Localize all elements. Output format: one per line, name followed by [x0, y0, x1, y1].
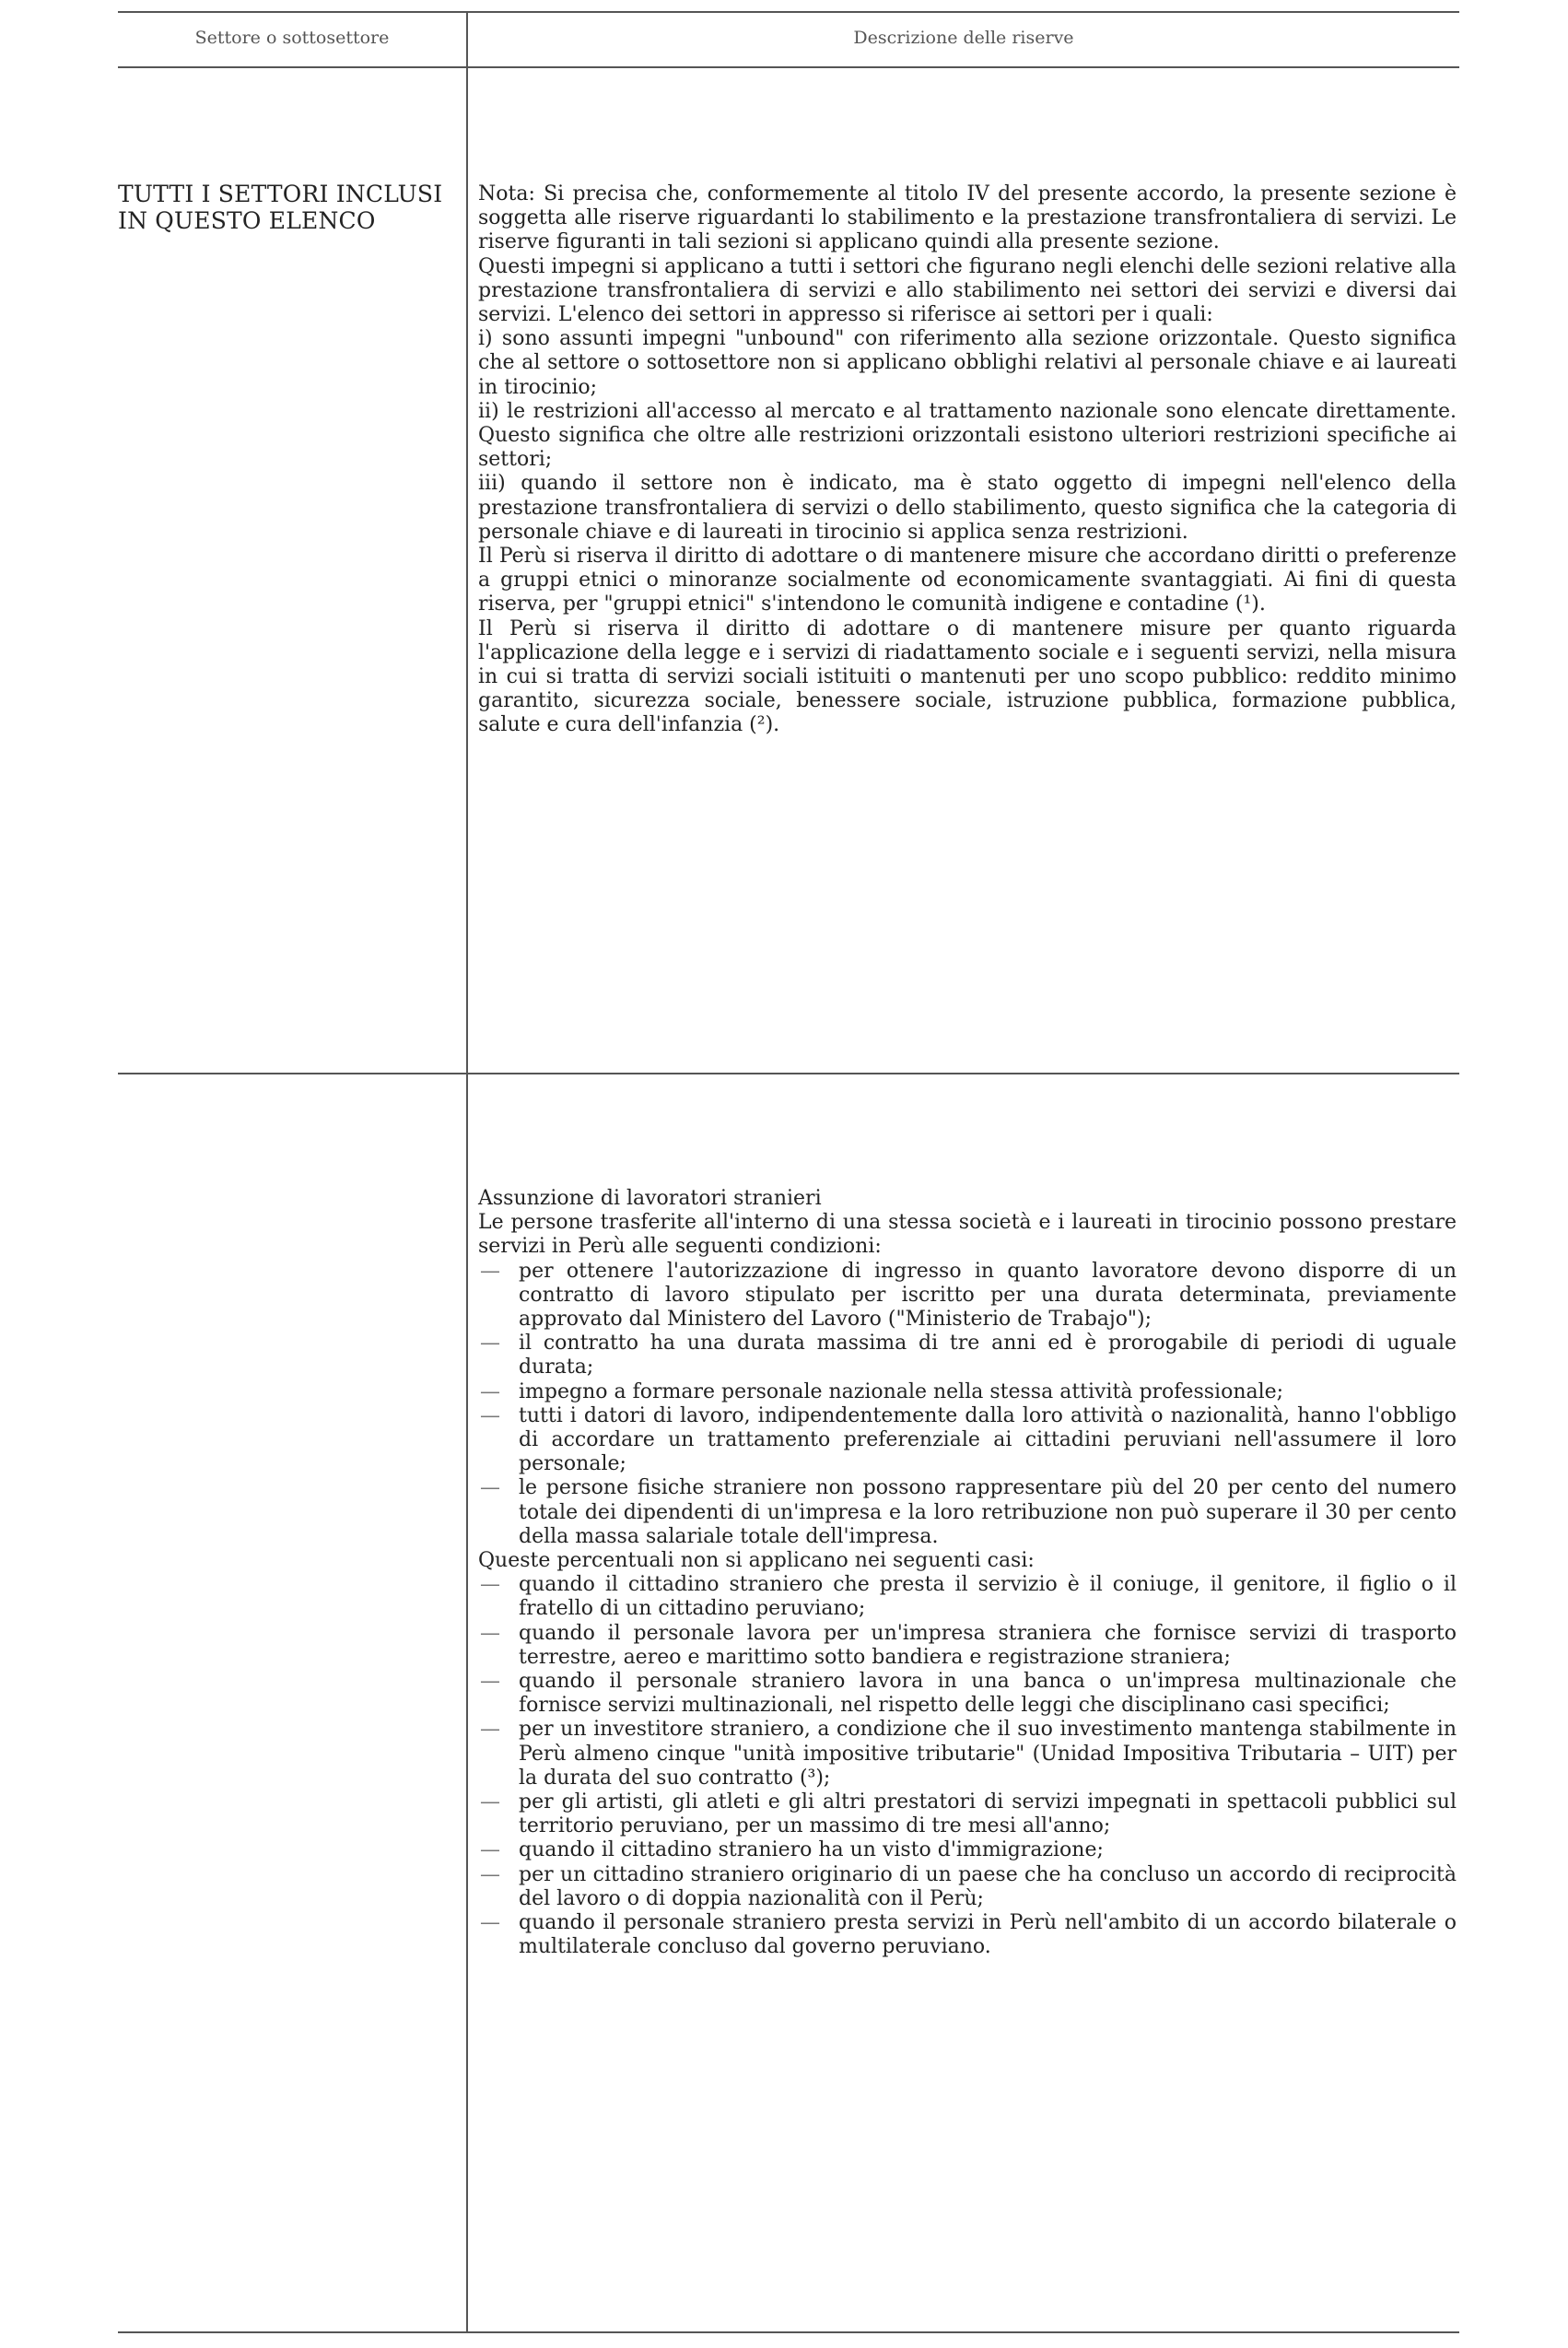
dash-marker: — — [480, 1838, 500, 1862]
intro-paragraph: Le persone trasferite all'interno di una stessa società e i laureati in tirocinio possono prestare servizi in Perù alle seguenti condizioni: — [478, 1211, 1457, 1259]
dash-marker: — — [480, 1718, 500, 1742]
dash-marker: — — [480, 1862, 500, 1886]
exception-item — [478, 1838, 1457, 1862]
dash-marker: — — [480, 1573, 500, 1597]
item-i: i) sono assunti impegni "unbound" con riferimento alla sezione orizzontale. Questo significa che al settore o sottosettore non si applicano obblighi relativi al personale chiave e ai laureati in tirocinio; — [478, 327, 1457, 399]
dash-marker: — — [480, 1379, 500, 1403]
condition-text: il contratto ha una durata massima di tre anni ed è prorogabile di periodi di uguale durata; — [519, 1332, 1457, 1379]
dash-marker: — — [480, 1332, 500, 1356]
exception-item — [478, 1573, 1457, 1621]
exception-text: quando il personale straniero lavora in una banca o un'impresa multinazionale che fornisce servizi multinazionali, nel rispetto delle leggi che disciplinano casi specifici; — [519, 1670, 1457, 1718]
dash-marker: — — [480, 1403, 500, 1427]
condition-item — [478, 1476, 1457, 1549]
dash-marker: — — [480, 1790, 500, 1814]
note-paragraph: Nota: Si precisa che, conformemente al titolo IV del presente accordo, la presente sezione è soggetta alle riserve riguardanti lo stabilimento e la prestazione transfrontaliera di servizi. Le riserve figuranti in tali sezioni si applicano quindi alla presente sezione. — [478, 182, 1457, 254]
table-bottom-rule — [118, 2331, 1459, 2333]
exception-text: per gli artisti, gli atleti e gli altri prestatori di servizi impegnati in spettacoli pubblici sul territorio peruviano, per un massimo di tre mesi all'anno; — [519, 1790, 1457, 1838]
condition-text: le persone fisiche straniere non possono rappresentare più del 20 per cento del numero totale dei dipendenti di un'impresa e la loro retribuzione non può superare il 30 per cento della massa salariale totale dell'impresa. — [519, 1476, 1457, 1548]
condition-text: per ottenere l'autorizzazione di ingresso in quanto lavoratore devono disporre di un contratto di lavoro stipulato per iscritto per una durata determinata, previamente approvato dal Ministero del Lavoro ("Ministerio de Trabajo"); — [519, 1259, 1457, 1332]
description-cell-row1 — [478, 182, 1457, 738]
exception-text: quando il personale lavora per un'impresa straniera che fornisce servizi di trasporto terrestre, aereo e marittimo sotto bandiera e registrazione straniera; — [519, 1621, 1457, 1669]
dash-marker: — — [480, 1911, 500, 1935]
dash-marker: — — [480, 1670, 500, 1694]
exception-text: per un cittadino straniero originario di un paese che ha concluso un accordo di reciprocità del lavoro o di doppia nazionalità con il Perù; — [519, 1862, 1457, 1910]
commitments-paragraph: Questi impegni si applicano a tutti i settori che figurano negli elenchi delle sezioni relative alla prestazione transfrontaliera di servizi e allo stabilimento nei settori dei servizi e diversi dai servizi. L'elenco dei settori in appresso si riferisce ai settori per i quali: — [478, 254, 1457, 327]
exception-item — [478, 1718, 1457, 1790]
condition-item — [478, 1260, 1457, 1332]
section-heading: Assunzione di lavoratori stranieri — [478, 1187, 822, 1210]
description-cell-row2 — [478, 1187, 1457, 1960]
condition-text: impegno a formare personale nazionale nella stessa attività professionale; — [519, 1379, 1284, 1403]
exception-item — [478, 1622, 1457, 1670]
exception-item — [478, 1911, 1457, 1959]
column-divider — [466, 11, 468, 2333]
header-description-column: Descrizione delle riserve — [853, 28, 1074, 48]
row-separator-rule — [118, 1073, 1459, 1074]
exception-text: quando il cittadino straniero ha un visto d'immigrazione; — [519, 1838, 1104, 1862]
exception-text: quando il cittadino straniero che presta il servizio è il coniuge, il genitore, il figlio o il fratello di un cittadino peruviano; — [519, 1573, 1457, 1621]
exception-text: quando il personale straniero presta servizi in Perù nell'ambito di un accordo bilaterale o multilaterale concluso dal governo peruviano. — [519, 1911, 1457, 1959]
header-bottom-rule — [118, 66, 1459, 68]
dash-marker: — — [480, 1476, 500, 1500]
sector-cell-all-sectors: TUTTI I SETTORI INCLUSI IN QUESTO ELENCO — [118, 181, 443, 234]
social-services-paragraph: Il Perù si riserva il diritto di adottare o di mantenere misure per quanto riguarda l'applicazione della legge e i servizi di riadattamento sociale e i seguenti servizi, nella misura in cui si tratta di servizi sociali istituiti o mantenuti per uno scopo pubblico: reddito minimo garantito, sicurezza sociale, benessere sociale, istruzione pubblica, formazione pubblica, salute e cura dell'infanzia (²). — [478, 616, 1457, 737]
ethnic-groups-paragraph: Il Perù si riserva il diritto di adottare o di mantenere misure che accordano diritti o preferenze a gruppi etnici o minoranze socialmente od economicamente svantaggiati. Ai fini di questa riserva, per "gruppi etnici" s'intendono le comunità indigene e contadine (¹). — [478, 545, 1457, 616]
condition-item — [478, 1404, 1457, 1477]
item-ii: ii) le restrizioni all'accesso al mercato e al trattamento nazionale sono elencate direttamente. Questo significa che oltre alle restrizioni orizzontali esistono ulteriori restrizioni specifiche ai settori; — [478, 399, 1457, 472]
exception-item — [478, 1863, 1457, 1911]
header-sector-column: Settore o sottosettore — [194, 28, 390, 48]
exception-text: per un investitore straniero, a condizione che il suo investimento mantenga stabilmente in Perù almeno cinque "unità impositive tributarie" (Unidad Impositiva Tributaria – UIT) per la durata del suo contratto (³); — [519, 1718, 1457, 1790]
exception-item — [478, 1790, 1457, 1838]
item-iii: iii) quando il settore non è indicato, ma è stato oggetto di impegni nell'elenco della prestazione transfrontaliera di servizi o dello stabilimento, questo significa che la categoria di personale chiave e di laureati in tirocinio si applica senza restrizioni. — [478, 472, 1457, 544]
exceptions-intro: Queste percentuali non si applicano nei seguenti casi: — [478, 1549, 1035, 1573]
dash-marker: — — [480, 1259, 500, 1283]
condition-text: tutti i datori di lavoro, indipendentemente dalla loro attività o nazionalità, hanno l'obbligo di accordare un trattamento preferenziale ai cittadini peruviani nell'assumere il loro personale; — [519, 1403, 1457, 1476]
condition-item — [478, 1332, 1457, 1379]
dash-marker: — — [480, 1621, 500, 1645]
condition-item — [478, 1380, 1457, 1404]
table-top-rule — [118, 11, 1459, 13]
exception-item — [478, 1670, 1457, 1718]
